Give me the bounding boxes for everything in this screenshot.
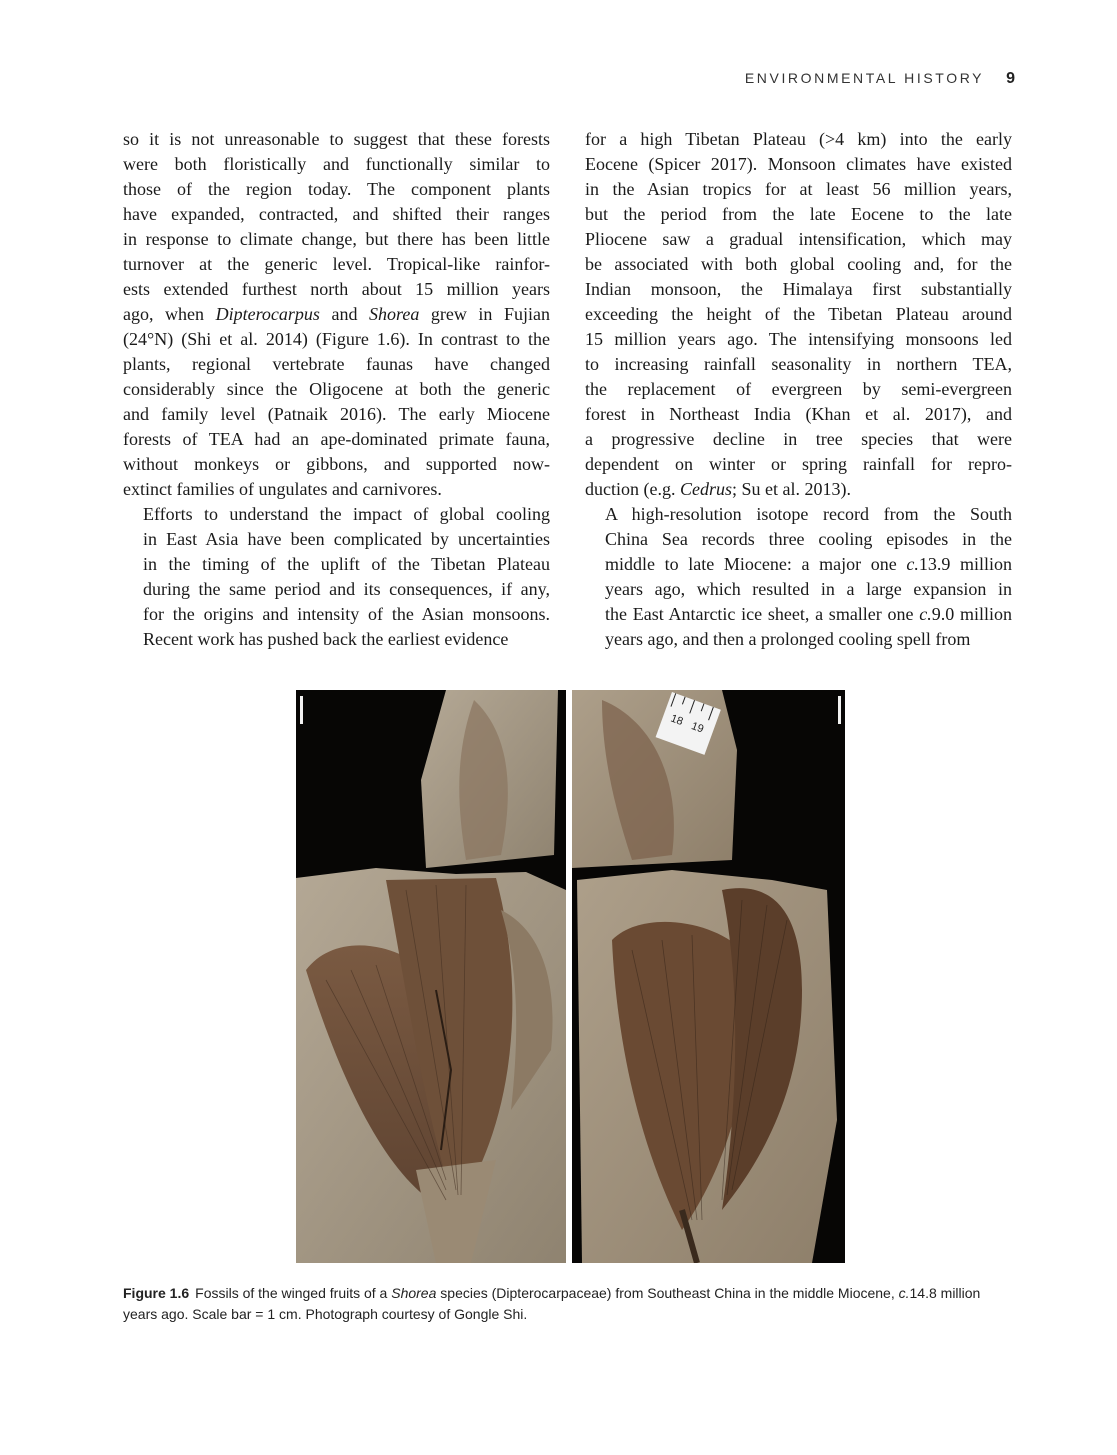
text-line: exceeding the height of the Tibetan Plateau around — [585, 304, 1012, 324]
text-line: in the Asian tropics for at least 56 million years, — [585, 179, 1012, 199]
text-line: Efforts to understand the impact of global cooling — [143, 504, 550, 524]
text-line: Recent work has pushed back the earliest evidence — [143, 629, 509, 649]
text-line: the East Antarctic ice sheet, a smaller one c.9.0 million — [605, 604, 1012, 624]
text-line: and family level (Patnaik 2016). The early Miocene — [123, 404, 550, 424]
left-paragraph-1 — [123, 127, 550, 502]
text-line: in response to climate change, but there has been little — [123, 229, 550, 249]
right-paragraph-1 — [585, 127, 1012, 502]
text-line: (24°N) (Shi et al. 2014) (Figure 1.6). In contrast to the — [123, 329, 550, 349]
text-line: forests of TEA had an ape-dominated primate fauna, — [123, 429, 550, 449]
text-line: plants, regional vertebrate faunas have changed — [123, 354, 550, 374]
text-line: middle to late Miocene: a major one c.13.9 million — [605, 554, 1012, 574]
text-line: without monkeys or gibbons, and supported now- — [123, 454, 550, 474]
text-line: A high-resolution isotope record from the South — [605, 504, 1012, 524]
figure-caption — [123, 1283, 1013, 1325]
scale-bar-right — [838, 696, 841, 724]
figure-1-6-photo — [296, 690, 845, 1263]
text-line: in East Asia have been complicated by uncertainties — [143, 529, 550, 549]
text-line: during the same period and its consequences, if any, — [143, 579, 550, 599]
page-number: 9 — [1006, 70, 1015, 87]
text-line: Pliocene saw a gradual intensification, which may — [585, 229, 1012, 249]
caption-text: Fossils of the winged fruits of a Shorea species (Dipterocarpaceae) from Southeast China in the middle Miocene, c.14.8 million years ago. Scale bar = 1 cm. Photograph courtesy of Gongle Shi. — [123, 1285, 981, 1322]
text-line: turnover at the generic level. Tropical-like rainfor- — [123, 254, 550, 274]
running-title: ENVIRONMENTAL HISTORY — [744, 70, 985, 86]
ruler-mark-1: 18 — [668, 712, 685, 729]
text-line: ests extended furthest north about 15 million years — [123, 279, 550, 299]
text-line: the replacement of evergreen by semi-evergreen — [585, 379, 1012, 399]
text-line: Eocene (Spicer 2017). Monsoon climates have existed — [585, 154, 1012, 174]
scale-bar-left — [300, 696, 303, 724]
text-line: China Sea records three cooling episodes in the — [605, 529, 1012, 549]
text-line: but the period from the late Eocene to the late — [585, 204, 1012, 224]
text-line: for a high Tibetan Plateau (>4 km) into the early — [585, 129, 1012, 149]
text-line: for the origins and intensity of the Asian monsoons. — [143, 604, 550, 624]
text-line: extinct families of ungulates and carnivores. — [123, 479, 442, 499]
caption-label: Figure 1.6 — [123, 1285, 190, 1301]
text-line: in the timing of the uplift of the Tibetan Plateau — [143, 554, 550, 574]
text-line: considerably since the Oligocene at both the generic — [123, 379, 550, 399]
text-line: 15 million years ago. The intensifying monsoons led — [585, 329, 1012, 349]
text-line: Indian monsoon, the Himalaya first substantially — [585, 279, 1012, 299]
text-line: years ago, which resulted in a large expansion in — [605, 579, 1012, 599]
fossil-photo-right — [572, 690, 845, 1263]
fossil-photo-left — [296, 690, 566, 1263]
left-paragraph-2 — [123, 502, 550, 652]
ruler-mark-2: 19 — [689, 720, 706, 736]
text-line: years ago, and then a prolonged cooling spell from — [605, 629, 971, 649]
text-line: forest in Northeast India (Khan et al. 2017), and — [585, 404, 1012, 424]
text-line: dependent on winter or spring rainfall for repro- — [585, 454, 1012, 474]
text-line: duction (e.g. Cedrus; Su et al. 2013). — [585, 479, 851, 499]
text-line: be associated with both global cooling and, for the — [585, 254, 1012, 274]
text-line: those of the region today. The component plants — [123, 179, 550, 199]
text-line: so it is not unreasonable to suggest that these forests — [123, 129, 550, 149]
left-column — [123, 127, 550, 652]
text-line: were both floristically and functionally similar to — [123, 154, 550, 174]
right-column — [585, 127, 1012, 652]
text-line: have expanded, contracted, and shifted their ranges — [123, 204, 550, 224]
running-head — [745, 70, 1015, 88]
right-paragraph-2 — [585, 502, 1012, 652]
text-line: to increasing rainfall seasonality in northern TEA, — [585, 354, 1012, 374]
text-line: a progressive decline in tree species that were — [585, 429, 1012, 449]
text-line: ago, when Dipterocarpus and Shorea grew in Fujian — [123, 304, 550, 324]
